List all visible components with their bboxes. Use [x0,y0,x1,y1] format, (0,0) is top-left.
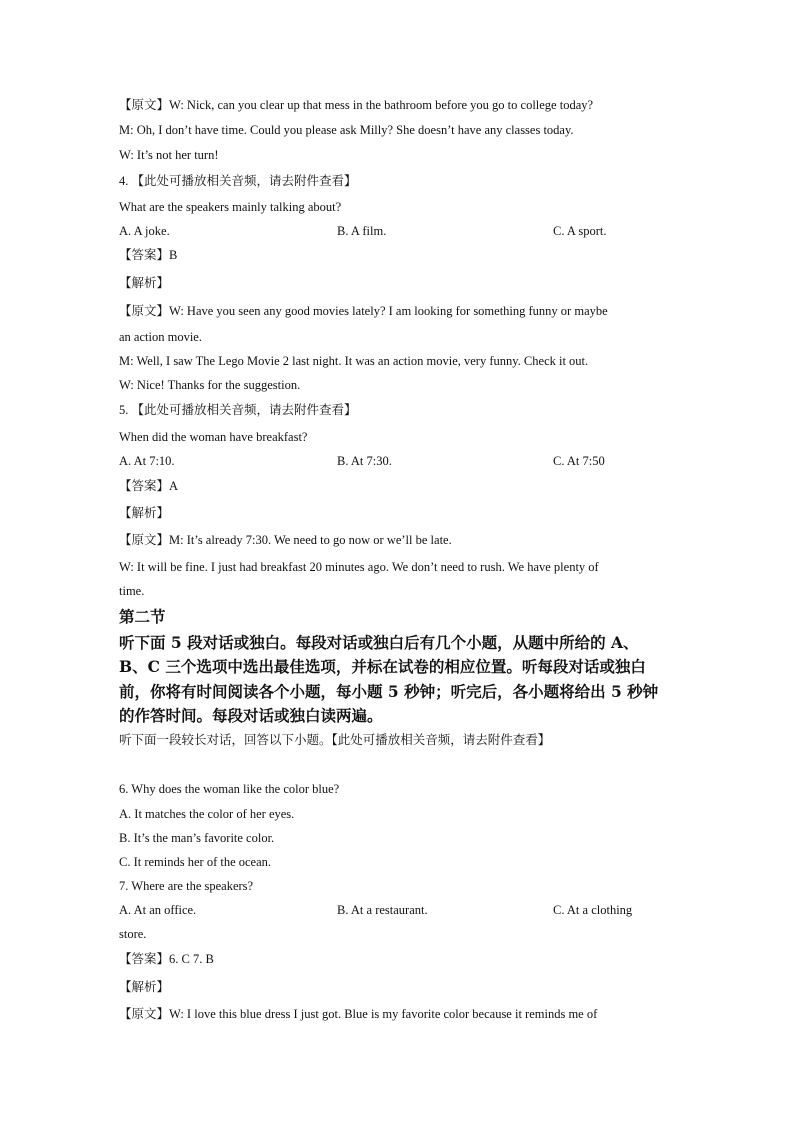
transcript-line: W: It will be fine. I just had breakfast 20 minutes ago. We don’t need to rush. We have plenty of [119,560,599,574]
transcript-line: 【原文】M: It’s already 7:30. We need to go now or we’ll be late. [119,533,452,547]
question-6-text: 6. Why does the woman like the color blue? [119,782,340,796]
option-b: B. It’s the man’s favorite color. [119,831,275,845]
instruction-line: B、C 三个选项中选出最佳选项，并标在试卷的相应位置。听每段对话或独白 [119,657,646,676]
analysis-label: 【解析】 [119,276,170,290]
option-a: A. At 7:10. [119,454,175,468]
transcript-line: W: It’s not her turn! [119,148,219,162]
option-c-continued: store. [119,927,147,941]
analysis-label: 【解析】 [119,980,170,994]
instruction-line: 的作答时间。每段对话或独白读两遍。 [119,706,383,725]
option-a: A. A joke. [119,224,170,238]
answer-label: 【答案】A [119,479,179,493]
option-c: C. It reminds her of the ocean. [119,855,272,869]
transcript-line: time. [119,584,145,598]
instruction-line: 听下面 5 段对话或独白。每段对话或独白后有几个小题，从题中所给的 A、 [119,633,639,652]
transcript-line: an action movie. [119,330,202,344]
transcript-line: 【原文】W: Nick, can you clear up that mess in the bathroom before you go to college today? [119,98,594,112]
transcript-line: M: Oh, I don’t have time. Could you please ask Milly? She doesn’t have any classes today. [119,123,574,137]
answer-label: 【答案】B [119,248,178,262]
option-c: C. At 7:50 [553,454,605,468]
option-b: B. At a restaurant. [337,903,428,917]
transcript-line: 【原文】W: I love this blue dress I just got. Blue is my favorite color because it reminds me of [119,1007,598,1021]
option-b: B. At 7:30. [337,454,392,468]
section-heading: 第二节 [119,607,166,626]
question-5-text: When did the woman have breakfast? [119,430,308,444]
analysis-label: 【解析】 [119,506,170,520]
transcript-line: W: Nice! Thanks for the suggestion. [119,378,301,392]
option-a: A. It matches the color of her eyes. [119,807,295,821]
question-4-text: What are the speakers mainly talking about? [119,200,342,214]
listening-note: 听下面一段较长对话，回答以下小题。【此处可播放相关音频，请去附件查看】 [119,732,551,747]
transcript-line: 【原文】W: Have you seen any good movies lately? I am looking for something funny or maybe [119,304,608,318]
option-c: C. A sport. [553,224,607,238]
instruction-line: 前，你将有时间阅读各个小题，每小题 5 秒钟；听完后，各小题将给出 5 秒钟 [119,682,659,701]
option-b: B. A film. [337,224,387,238]
answer-label: 【答案】6. C 7. B [119,952,214,966]
option-c: C. At a clothing [553,903,633,917]
option-a: A. At an office. [119,903,197,917]
transcript-line: M: Well, I saw The Lego Movie 2 last night. It was an action movie, very funny. Check it out. [119,354,589,368]
question-7-text: 7. Where are the speakers? [119,879,254,893]
question-4-audio-note: 4. 【此处可播放相关音频，请去附件查看】 [119,174,357,188]
question-5-audio-note: 5. 【此处可播放相关音频，请去附件查看】 [119,403,357,417]
